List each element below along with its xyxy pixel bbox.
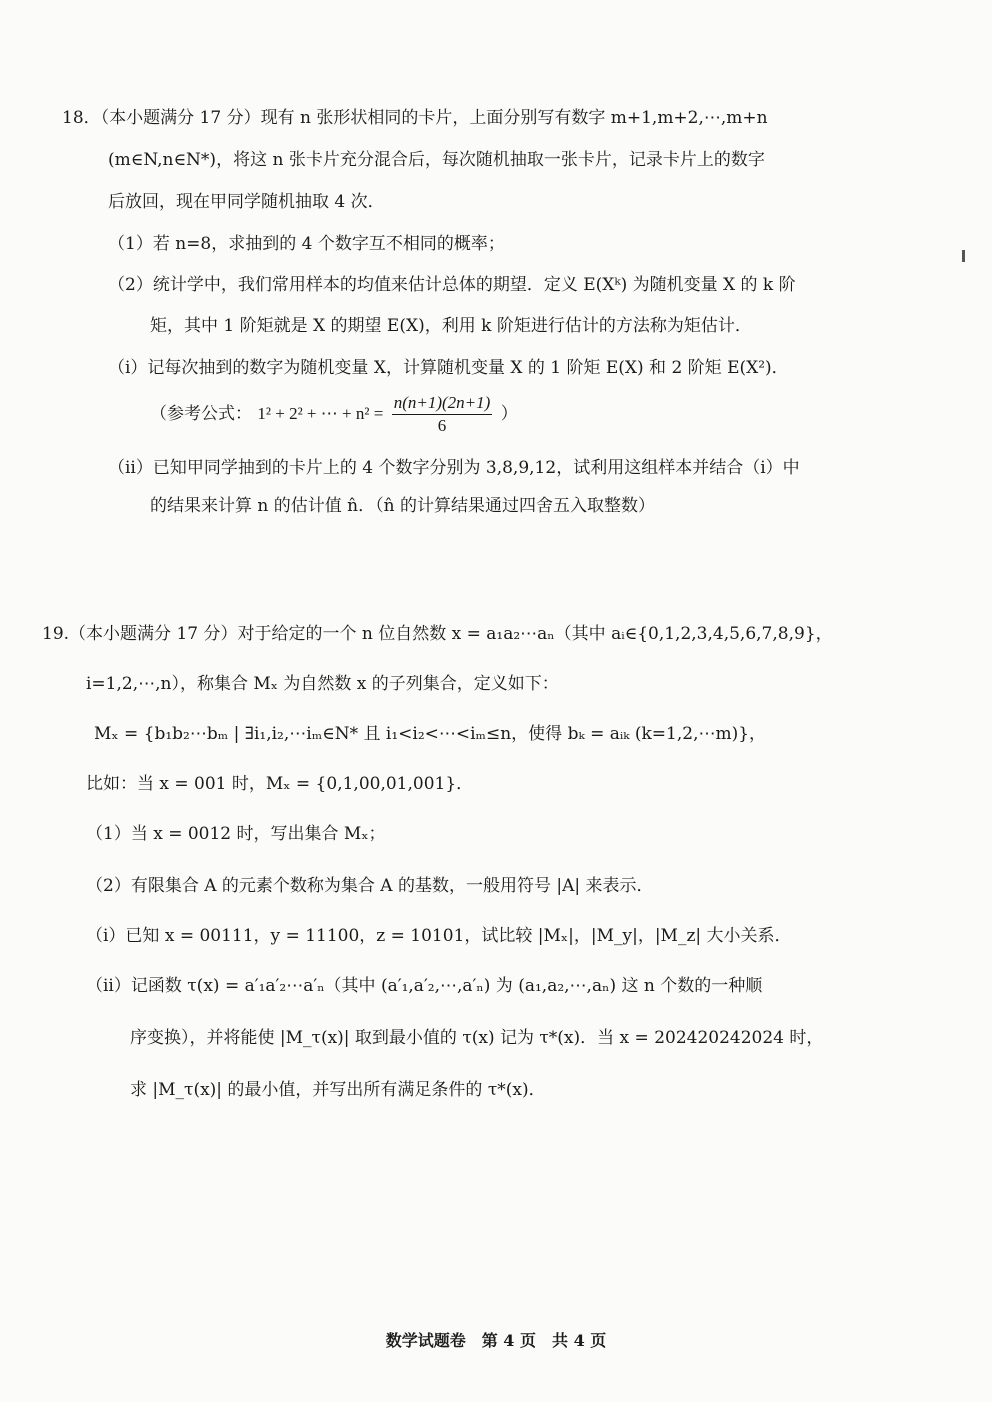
q19-part-2-i: （i）已知 x = 00111，y = 11100，z = 10101，试比较 |Mₓ|，|M_y|，|M_z| 大小关系．: [86, 926, 792, 946]
q18-part-1: （1）若 n=8，求抽到的 4 个数字互不相同的概率；: [108, 234, 505, 254]
q19-part-2: （2）有限集合 A 的元素个数称为集合 A 的基数，一般用符号 |A| 来表示．: [86, 876, 654, 896]
q18-part-2-line-2: 矩，其中 1 阶矩就是 X 的期望 E(X)，利用 k 阶矩进行估计的方法称为矩估计．: [150, 316, 752, 336]
ref-lhs: 1² + 2² + ⋯ + n² =: [257, 404, 384, 423]
page-footer: 数学试题卷 第 4 页 共 4 页: [385, 1331, 607, 1350]
ref-numerator: n(n+1)(2n+1): [392, 392, 493, 415]
q19-part-2-ii-line-1: （ii）记函数 τ(x) = a′₁a′₂⋯a′ₙ（其中 (a′₁,a′₂,⋯,a′ₙ) 为 (a₁,a₂,⋯,aₙ) 这 n 个数的一种顺: [86, 976, 763, 996]
ref-lead: （参考公式：: [150, 404, 252, 424]
scan-mark: [962, 250, 965, 262]
q19-example: 比如：当 x = 001 时，Mₓ = {0,1,00,01,001}．: [86, 774, 474, 794]
q18-part-2-ii-line-1: （ii）已知甲同学抽到的卡片上的 4 个数字分别为 3,8,9,12，试利用这组样本并结合（i）中: [108, 458, 800, 478]
q19-line-1: 19.（本小题满分 17 分）对于给定的一个 n 位自然数 x = a₁a₂⋯aₙ（其中 aᵢ∈{0,1,2,3,4,5,6,7,8,9}，: [42, 624, 833, 644]
q19-part-2-ii-line-3: 求 |M_τ(x)| 的最小值，并写出所有满足条件的 τ*(x)．: [130, 1080, 546, 1100]
q19-definition: Mₓ = {b₁b₂⋯bₘ | ∃i₁,i₂,⋯iₘ∈N* 且 i₁<i₂<⋯<iₘ≤n，使得 bₖ = aᵢₖ (k=1,2,⋯m)}，: [94, 724, 767, 744]
q18-part-2-i: （i）记每次抽到的数字为随机变量 X，计算随机变量 X 的 1 阶矩 E(X) 和 2 阶矩 E(X²)．: [108, 358, 789, 378]
ref-tail: ）: [500, 404, 518, 424]
q18-part-2-ii-line-2: 的结果来计算 n 的估计值 n̂．（n̂ 的计算结果通过四舍五入取整数）: [150, 496, 655, 516]
q18-line-3: 后放回，现在甲同学随机抽取 4 次．: [108, 192, 385, 212]
q19-line-2: i=1,2,⋯,n），称集合 Mₓ 为自然数 x 的子列集合，定义如下：: [86, 674, 559, 694]
q18-line-1: 18．（本小题满分 17 分）现有 n 张形状相同的卡片，上面分别写有数字 m+1,m+2,⋯,m+n: [62, 108, 768, 128]
q19-part-1: （1）当 x = 0012 时，写出集合 Mₓ；: [86, 824, 386, 844]
ref-fraction: [392, 392, 493, 437]
q18-part-2-line-1: （2）统计学中，我们常用样本的均值来估计总体的期望．定义 E(Xᵏ) 为随机变量 X 的 k 阶: [108, 275, 796, 295]
q19-part-2-ii-line-2: 序变换），并将能使 |M_τ(x)| 取到最小值的 τ(x) 记为 τ*(x)．当 x = 202420242024 时，: [130, 1028, 824, 1048]
ref-denominator: 6: [437, 416, 447, 435]
q18-reference-formula: [150, 392, 518, 437]
q18-line-2: (m∈N,n∈N*)，将这 n 张卡片充分混合后，每次随机抽取一张卡片，记录卡片上的数字: [108, 150, 765, 170]
